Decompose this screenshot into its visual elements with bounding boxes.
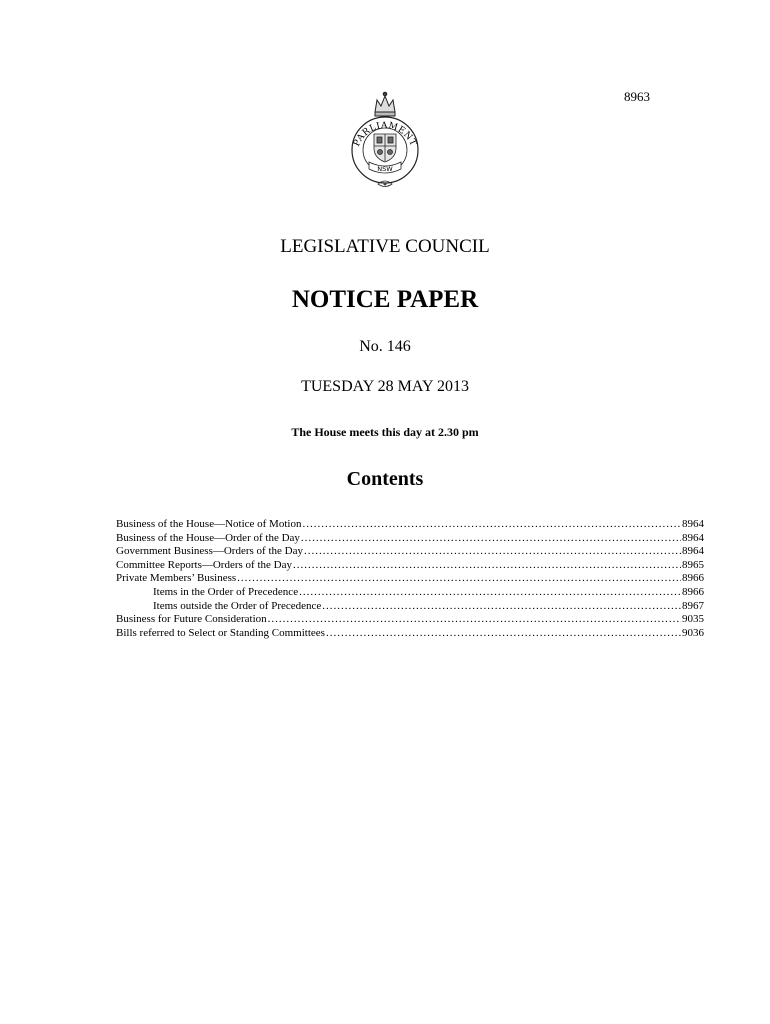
toc-item[interactable] — [116, 545, 704, 559]
toc-leader-dots — [304, 545, 681, 559]
svg-text:NSW: NSW — [377, 165, 393, 173]
toc-item-page: 8964 — [682, 531, 704, 544]
toc-item-label: Items outside the Order of Precedence — [153, 599, 322, 612]
toc-item-label: Government Business—Orders of the Day — [116, 545, 303, 558]
meeting-note: The House meets this day at 2.30 pm — [291, 425, 479, 439]
toc-leader-dots — [299, 586, 681, 600]
toc-item-label: Business of the House—Notice of Motion — [116, 518, 302, 530]
toc-leader-dots — [302, 518, 681, 532]
page-number: 8963 — [624, 89, 650, 104]
toc-item-label: Bills referred to Select or Standing Committees — [116, 626, 325, 639]
toc-item-page: 8966 — [682, 585, 704, 598]
toc-item-page: 9035 — [682, 613, 704, 626]
toc-leader-dots — [326, 627, 681, 641]
toc-leader-dots — [268, 613, 681, 627]
toc-item-label: Business for Future Consideration — [116, 613, 267, 626]
toc-subitem[interactable] — [116, 586, 704, 600]
contents-heading: Contents — [346, 468, 424, 490]
toc-item-label: Committee Reports—Orders of the Day — [116, 558, 292, 571]
toc-item-label: Items in the Order of Precedence — [153, 585, 299, 598]
toc-item[interactable] — [116, 518, 704, 532]
parliament-nsw-crest-icon — [345, 90, 425, 192]
chamber-name: LEGISLATIVE COUNCIL — [280, 236, 490, 257]
toc-item-page: 8965 — [682, 558, 704, 571]
toc-item-label: Business of the House—Order of the Day — [116, 531, 300, 544]
toc-item-page: 8964 — [682, 545, 704, 558]
table-of-contents — [116, 518, 704, 640]
toc-item-page: 8966 — [682, 572, 704, 585]
toc-item-page: 9036 — [682, 626, 704, 639]
document-title: NOTICE PAPER — [291, 286, 479, 313]
crest-arc-text: PARLIAMENT — [352, 120, 418, 149]
toc-item[interactable] — [116, 532, 704, 546]
toc-subitem[interactable] — [116, 600, 704, 614]
toc-item-page: 8967 — [682, 599, 704, 612]
nsw-banner — [369, 162, 401, 173]
toc-item[interactable] — [116, 613, 704, 627]
toc-item[interactable] — [116, 559, 704, 573]
toc-leader-dots — [237, 572, 681, 586]
toc-leader-dots — [293, 559, 681, 573]
toc-item-label: Private Members’ Business — [116, 572, 237, 585]
toc-item[interactable] — [116, 572, 704, 586]
shield-icon — [374, 134, 396, 162]
toc-item-page: 8964 — [682, 518, 704, 530]
crown-icon — [375, 92, 395, 116]
sitting-date: TUESDAY 28 MAY 2013 — [301, 378, 469, 395]
toc-leader-dots — [322, 600, 681, 614]
issue-number: No. 146 — [359, 338, 411, 355]
toc-leader-dots — [301, 532, 681, 546]
toc-item[interactable] — [116, 627, 704, 641]
